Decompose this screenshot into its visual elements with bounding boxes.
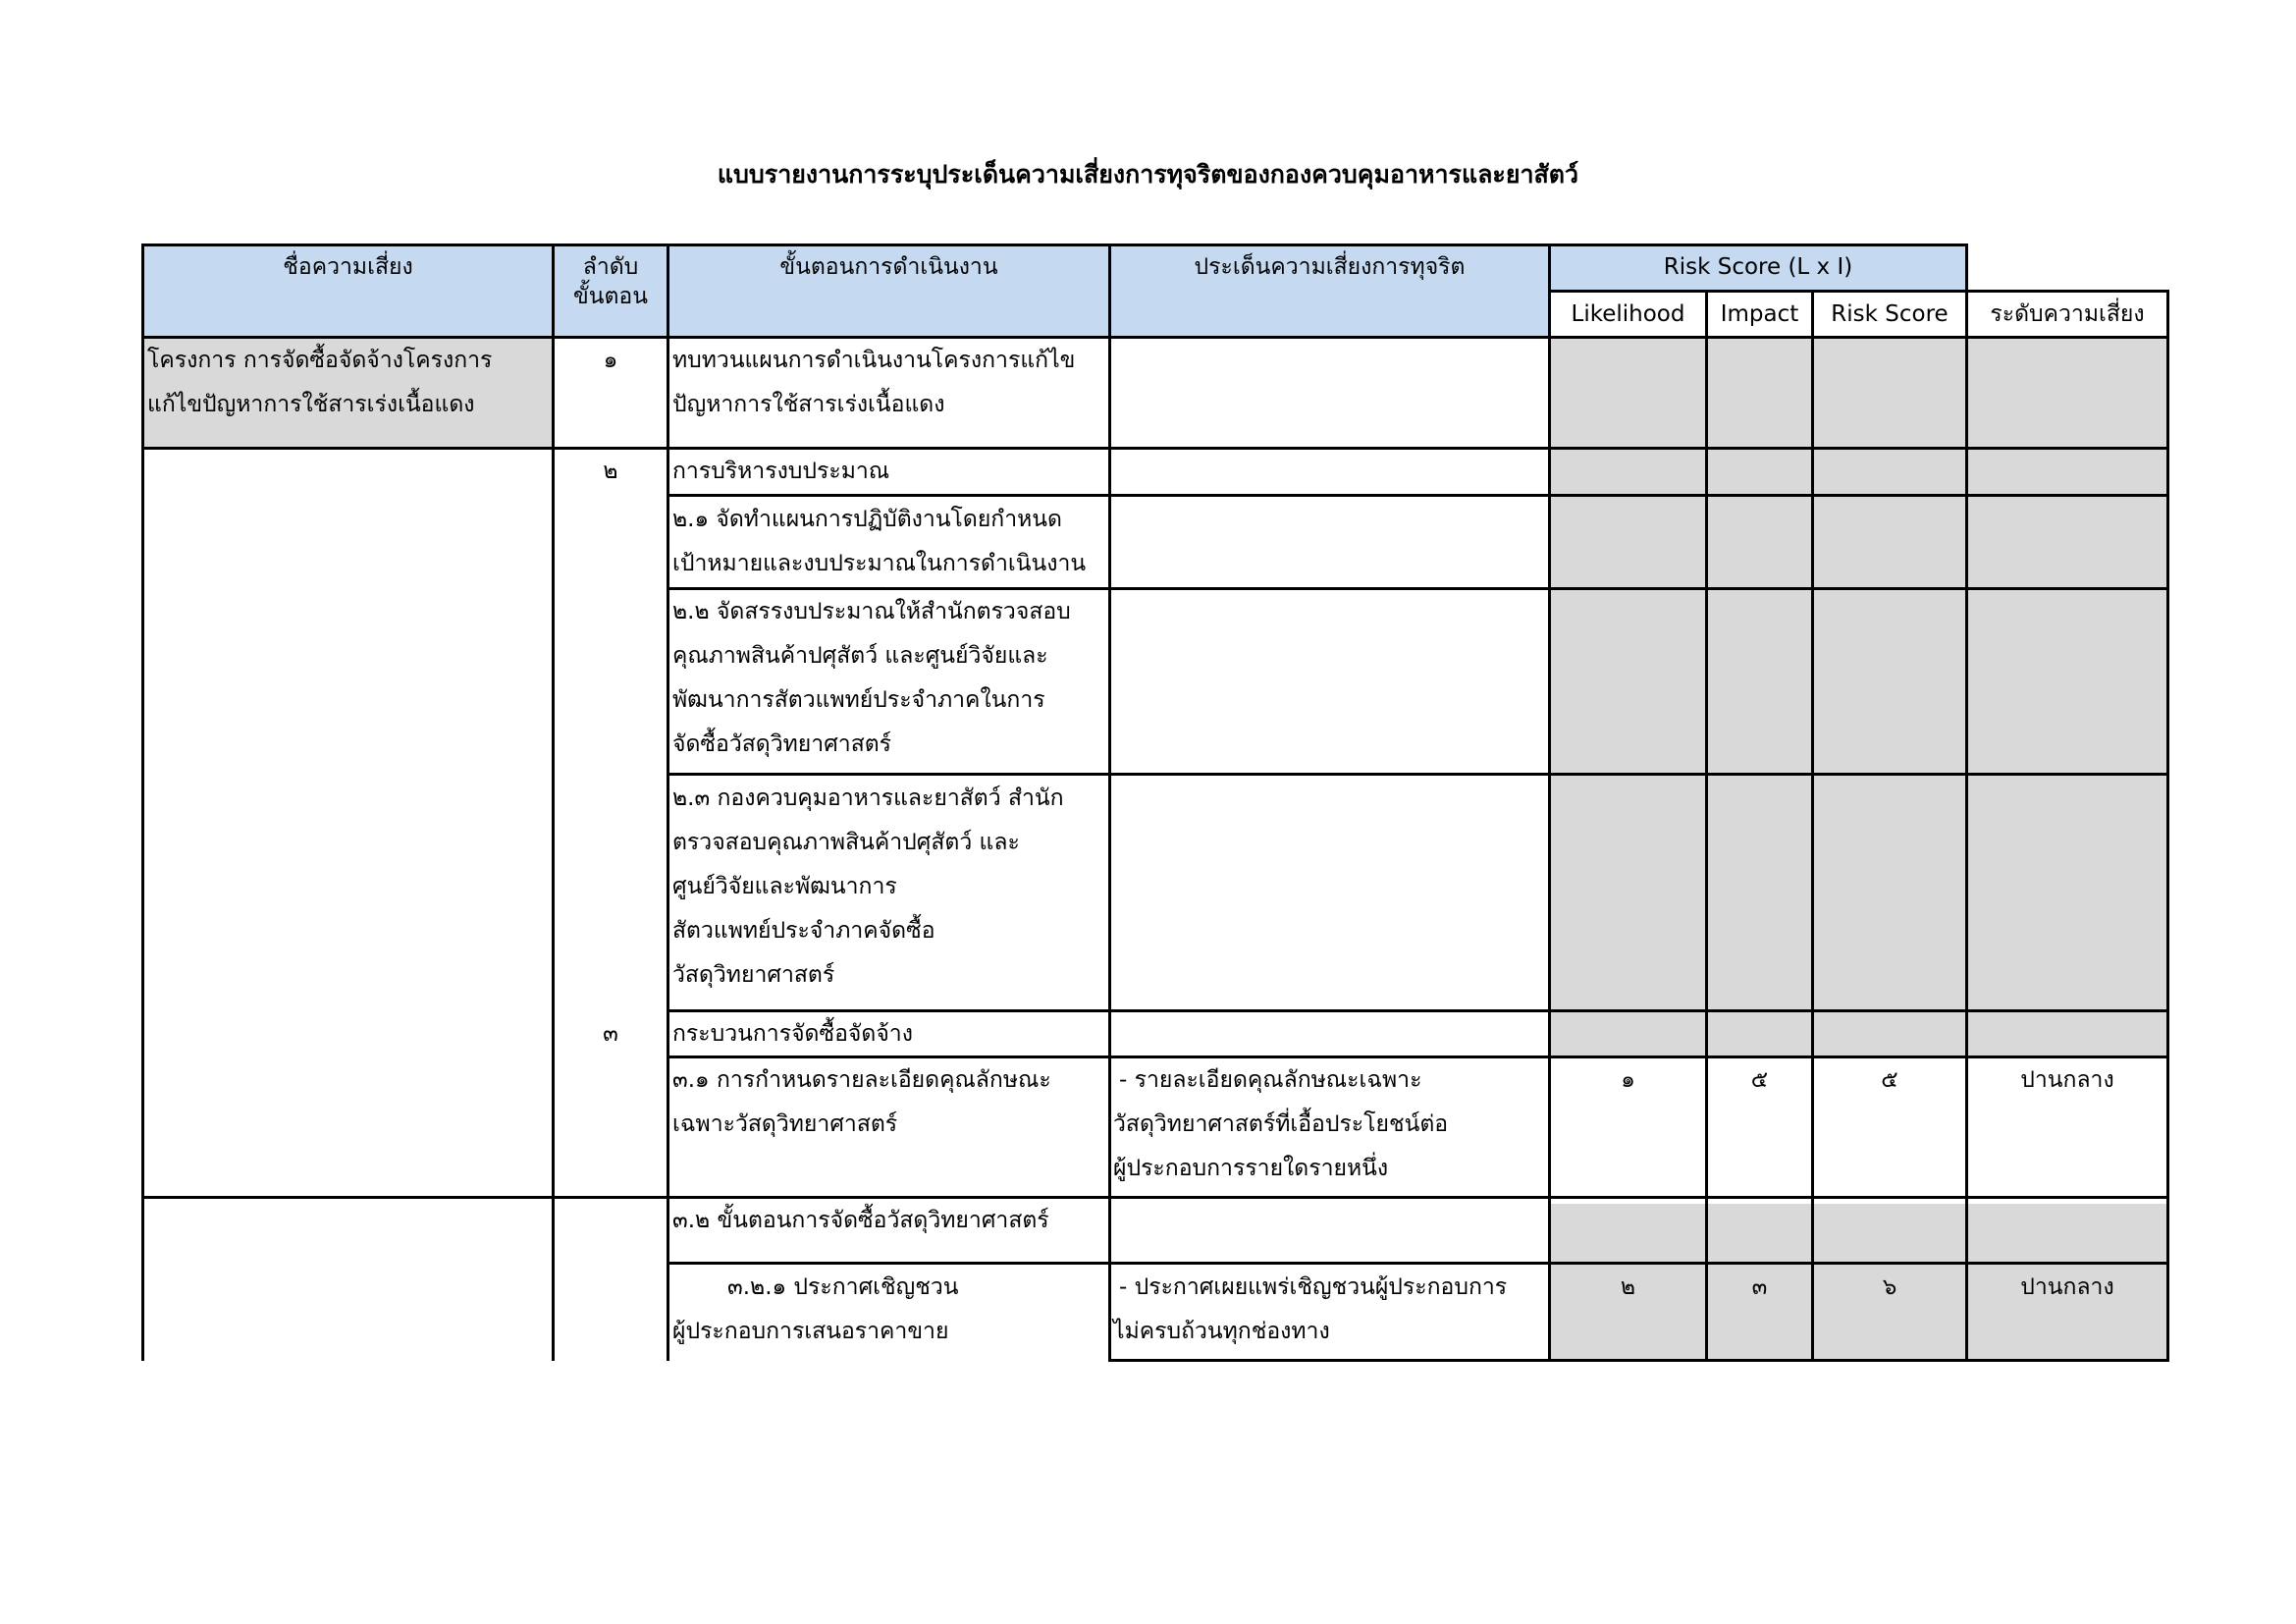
risk-level-value: ปานกลาง — [2020, 1274, 2114, 1300]
likelihood-value: ๒ — [1620, 1274, 1636, 1300]
procedure-cell — [672, 1012, 1104, 1056]
risk-level-value: ปานกลาง — [2020, 1067, 2114, 1093]
risk-name-line: แก้ไขปัญหาการใช้สารเร่งเนื้อแดง — [147, 392, 475, 417]
risk-name-cell — [147, 339, 550, 427]
issue-cell — [1113, 1058, 1545, 1191]
step-number: ๒ — [603, 459, 618, 484]
header-procedure: ขั้นตอนการดำเนินงาน — [667, 244, 1111, 339]
issue-line: ไม่ครบถ้วนทุกช่องทาง — [1113, 1319, 1330, 1344]
risk-score-value: ๖ — [1882, 1274, 1897, 1300]
risk-score-value: ๕ — [1881, 1067, 1898, 1093]
procedure-cell — [672, 777, 1104, 998]
procedure-line: ผู้ประกอบการเสนอราคาขาย — [672, 1319, 949, 1344]
procedure-cell — [672, 1199, 1104, 1243]
procedure-line: ๓.๒ ขั้นตอนการจัดซื้อวัสดุวิทยาศาสตร์ — [672, 1208, 1049, 1233]
procedure-line: เฉพาะวัสดุวิทยาศาสตร์ — [672, 1111, 898, 1137]
procedure-line: ตรวจสอบคุณภาพสินค้าปศุสัตว์ และ — [672, 830, 1020, 855]
issue-line: วัสดุวิทยาศาสตร์ที่เอื้อประโยชน์ต่อ — [1113, 1111, 1449, 1137]
rule-row4-bottom — [667, 773, 2169, 776]
procedure-cell — [672, 1058, 1104, 1147]
procedure-line: ปัญหาการใช้สารเร่งเนื้อแดง — [672, 392, 945, 417]
rule-col-left — [141, 339, 144, 1361]
impact-value: ๕ — [1750, 1067, 1769, 1093]
procedure-line: ๓.๒.๑ ประกาศเชิญชวน — [727, 1274, 959, 1300]
header-impact: Impact — [1705, 290, 1814, 339]
rule-col-level-left — [1965, 339, 1968, 1361]
procedure-line: ๒.๑ จัดทำแผนการปฏิบัติงานโดยกำหนด — [672, 507, 1062, 532]
procedure-line: ๒.๒ จัดสรรงบประมาณให้สำนักตรวจสอบ — [672, 599, 1071, 624]
step-number: ๑ — [603, 348, 618, 373]
procedure-line: พัฒนาการสัตวแพทย์ประจำภาคในการ — [672, 687, 1045, 713]
issue-cell — [1113, 1266, 1545, 1354]
issue-line: - ประกาศเผยแพร่เชิญชวนผู้ประกอบการ — [1119, 1274, 1508, 1300]
rule-col-score-left — [1811, 339, 1814, 1361]
rule-col-right — [2166, 339, 2169, 1361]
procedure-cell — [672, 1266, 1104, 1354]
header-risk-level: ระดับความเสี่ยง — [1965, 290, 2169, 339]
rule-col-issue-left — [1108, 339, 1111, 1361]
procedure-cell — [672, 339, 1104, 427]
procedure-cell — [672, 590, 1104, 767]
procedure-line: เป้าหมายและงบประมาณในการดำเนินงาน — [672, 551, 1087, 576]
page-title: แบบรายงานการระบุประเด็นความเสี่ยงการทุจริตของกองควบคุมอาหารและยาสัตว์ — [717, 160, 1579, 189]
issue-line: ผู้ประกอบการรายใดรายหนึ่ง — [1113, 1156, 1389, 1181]
procedure-line: วัสดุวิทยาศาสตร์ — [672, 962, 835, 988]
step-number: ๓ — [603, 1021, 618, 1047]
rule-col-likelihood-left — [1548, 339, 1551, 1361]
rule-table-bottom — [1108, 1359, 2169, 1362]
rule-col-procedure-left — [667, 339, 669, 1361]
rule-row8-bottom — [667, 1262, 2169, 1265]
impact-value: ๓ — [1751, 1274, 1768, 1300]
rule-row2-bottom — [667, 494, 2169, 497]
issue-line: - รายละเอียดคุณลักษณะเฉพาะ — [1119, 1067, 1422, 1093]
procedure-line: ๒.๓ กองควบคุมอาหารและยาสัตว์ สำนัก — [672, 785, 1064, 811]
procedure-line: คุณภาพสินค้าปศุสัตว์ และศูนย์วิจัยและ — [672, 643, 1048, 669]
procedure-cell — [672, 450, 1104, 494]
procedure-line: สัตวแพทย์ประจำภาคจัดซื้อ — [672, 918, 935, 944]
header-likelihood: Likelihood — [1548, 290, 1708, 339]
procedure-line: ๓.๑ การกำหนดรายละเอียดคุณลักษณะ — [672, 1067, 1051, 1093]
procedure-cell — [672, 498, 1104, 586]
header-risk-score-group: Risk Score (L x I) — [1548, 244, 1968, 293]
procedure-line: การบริหารงบประมาณ — [672, 459, 890, 484]
header-corruption-issue: ประเด็นความเสี่ยงการทุจริต — [1108, 244, 1551, 339]
header-step-no: ลำดับ ขั้นตอน — [552, 244, 669, 339]
procedure-line: ทบทวนแผนการดำเนินงานโครงการแก้ไข — [672, 348, 1076, 373]
likelihood-value: ๑ — [1621, 1067, 1635, 1093]
rule-row7-bottom — [141, 1196, 2169, 1199]
procedure-line: กระบวนการจัดซื้อจัดจ้าง — [672, 1021, 913, 1047]
risk-name-line: โครงการ การจัดซื้อจัดจ้างโครงการ — [147, 348, 493, 373]
rule-row1-bottom — [141, 447, 2169, 450]
header-risk-name: ชื่อความเสี่ยง — [141, 244, 555, 339]
procedure-line: จัดซื้อวัสดุวิทยาศาสตร์ — [672, 731, 892, 757]
rule-col-impact-left — [1705, 339, 1708, 1361]
procedure-line: ศูนย์วิจัยและพัฒนาการ — [672, 874, 897, 899]
header-risk-score: Risk Score — [1811, 290, 1968, 339]
